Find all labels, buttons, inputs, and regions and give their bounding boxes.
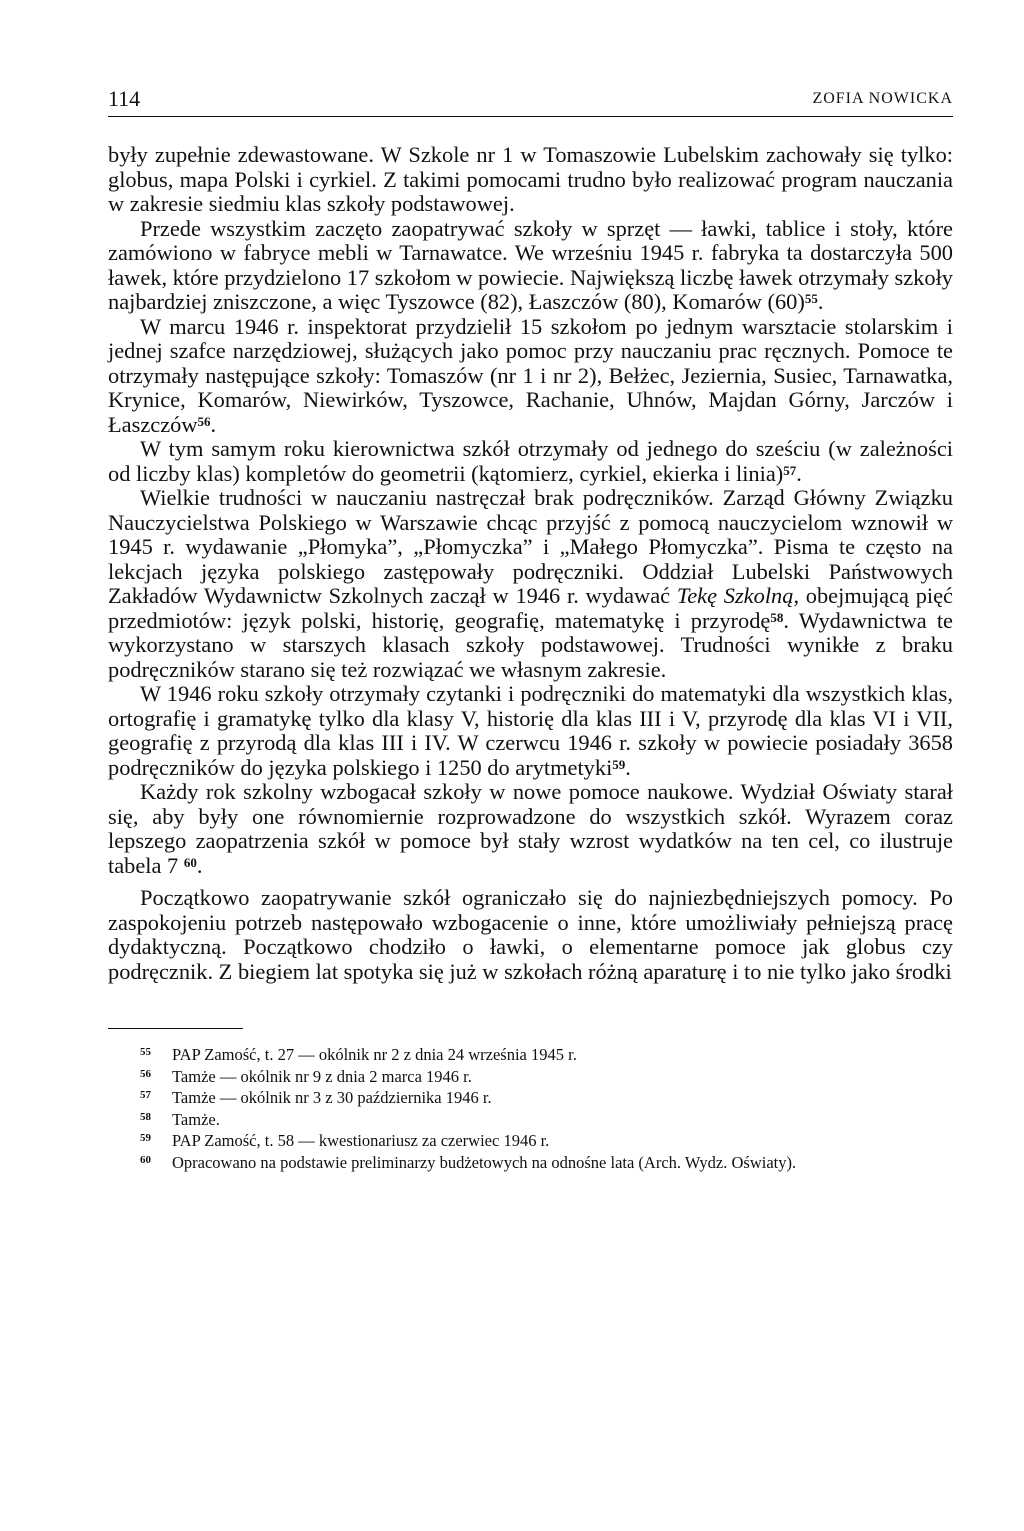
footnote-reference: 58	[770, 609, 784, 625]
running-head: ZOFIA NOWICKA	[812, 90, 953, 107]
footnote-reference: 59	[612, 756, 626, 772]
paragraph	[108, 682, 953, 780]
text-run: .	[796, 460, 802, 486]
footnote-number: 56	[140, 1067, 151, 1080]
text-run: Każdy rok szkolny wzbogacał szkoły w nowe pomoce naukowe. Wydział Oświaty starał się, aby były one równomiernie rozprowadzone do wszystkich szkół. Wyrazem coraz lepszego zaopatrzenia szkół w pomoce był stały wzrost wydatków na ten cel, co ilustruje tabela 7	[108, 779, 953, 878]
body-text	[108, 143, 953, 984]
text-run: W tym samym roku kierownictwa szkół otrzymały od jednego do sześciu (w zależności od liczby klas) kompletów do geometrii (kątomierz, cyrkiel, ekierka i linia)	[108, 436, 953, 486]
paragraph	[108, 780, 953, 878]
footnote-separator	[108, 1028, 243, 1029]
paragraph	[108, 437, 953, 486]
footnote-text: Tamże.	[172, 1109, 220, 1129]
paragraph	[108, 315, 953, 438]
text-run: .	[196, 852, 203, 878]
text-run: Wielkie trudności w nauczaniu nastręczał brak podręczników. Zarząd Główny Związku Nauczycielstwa Polskiego w Warszawie chcąc przyjść z pomocą nauczycielom wznowił w 1945 r. wydawanie „Płomyka”, „Płomyczka” i „Małego Płomyczka”. Pisma te często na lekcjach języka polskiego zastępowały podręczniki. Oddział Lubelski Państwowych Zakładów Wydawnictw Szkolnych zaczął w 1946 r. wydawać	[108, 485, 953, 608]
footnote-number: 60	[140, 1153, 151, 1166]
text-run: Początkowo zaopatrywanie szkół ograniczało się do najniezbędniejszych pomocy. Po zaspokojeniu potrzeb następowało wzbogacenie o inne, które umożliwiały pełniejszą pracę dydaktyczną. Początkowo chodziło o ławki, o elementarne pomoce jak globus czy podręcznik. Z biegiem lat spotyka się już w szkołach różną aparaturę i to nie tylko jako środki	[108, 885, 953, 984]
footnote-reference: 56	[197, 413, 211, 429]
footnotes	[108, 1043, 953, 1173]
footnote-number: 58	[140, 1110, 151, 1123]
footnote	[108, 1065, 953, 1087]
footnote	[108, 1086, 953, 1108]
footnote-reference: 57	[783, 462, 797, 478]
footnote-text: PAP Zamość, t. 27 — okólnik nr 2 z dnia 24 września 1945 r.	[172, 1045, 577, 1064]
footnote-reference: 55	[804, 291, 818, 306]
text-run: .	[625, 754, 631, 780]
footnote	[108, 1043, 953, 1065]
text-run: , obejmującą pięć przedmiotów: język polski, historię, geografię, matematykę i przyrodę	[108, 583, 953, 633]
footnote-text: Tamże — okólnik nr 3 z 30 października 1946 r.	[172, 1088, 492, 1108]
page-number: 114	[108, 86, 141, 111]
footnote	[108, 1151, 953, 1173]
footnote-number: 59	[140, 1132, 151, 1145]
text-run: były zupełnie zdewastowane. W Szkole nr 1 w Tomaszowie Lubelskim zachowały się tylko: globus, mapa Polski i cyrkiel. Z takimi pomocami trudno było realizować program nauczania w zakresie siedmiu klas szkoły podstawowej.	[108, 142, 953, 216]
text-run: .	[817, 289, 824, 314]
footnote-text: PAP Zamość, t. 58 — kwestionariusz za czerwiec 1946 r.	[172, 1131, 550, 1151]
text-run: .	[210, 411, 217, 437]
footnote-reference: 60	[183, 854, 197, 870]
book-page	[108, 82, 953, 1173]
text-run: Przede wszystkim zaczęto zaopatrywać szkoły w sprzęt — ławki, tablice i stoły, które zamówiono w fabryce mebli w Tarnawatce. We wrześniu 1945 r. fabryka ta dostarczyła 500 ławek, które przydzielono 17 szkołom w powiecie. Największą liczbę ławek otrzymały szkoły najbardziej zniszczone, a więc Tyszowce (82), Łaszczów (80), Komarów (60)	[108, 215, 953, 314]
page-header	[108, 82, 953, 117]
footnote-number: 55	[140, 1046, 151, 1058]
paragraph	[108, 486, 953, 682]
footnote-text: Opracowano na podstawie preliminarzy budżetowych na odnośne lata (Arch. Wydz. Oświaty).	[172, 1152, 797, 1172]
footnote	[108, 1129, 953, 1151]
paragraph	[108, 886, 953, 984]
footnote-text: Tamże — okólnik nr 9 z dnia 2 marca 1946 r.	[172, 1066, 472, 1086]
paragraph	[108, 143, 953, 217]
text-run: W marcu 1946 r. inspektorat przydzielił 15 szkołom po jednym warsztacie stolarskim i jednej szafce narzędziowej, służących jako pomoc przy nauczaniu prac ręcznych. Pomoce te otrzymały następujące szkoły: Tomaszów (nr 1 i nr 2), Bełżec, Jeziernia, Susiec, Tarnawatka, Krynice, Komarów, Niewirków, Tyszowce, Rachanie, Uhnów, Majdan Górny, Jarczów i Łaszczów	[108, 313, 953, 437]
paragraph	[108, 217, 953, 315]
footnote-number: 57	[140, 1089, 151, 1102]
footnote	[108, 1108, 953, 1130]
text-run: . Wydawnictwa te wykorzystano w starszych klasach szkoły podstawowej. Trudności wynikłe z braku podręczników starano się też rozwiązać we własnym zakresie.	[108, 607, 953, 682]
text-run: W 1946 roku szkoły otrzymały czytanki i podręczniki do matematyki dla wszystkich klas, ortografię i gramatykę tylko dla klasy V, historię dla klas III i V, przyrodę dla klas VI i VII, geografię z przyrodą dla klas III i IV. W czerwcu 1946 r. szkoły w powiecie posiadały 3658 podręczników do języka polskiego i 1250 do arytmetyki	[108, 681, 953, 780]
italic-title: Tekę Szkolną	[676, 583, 794, 608]
